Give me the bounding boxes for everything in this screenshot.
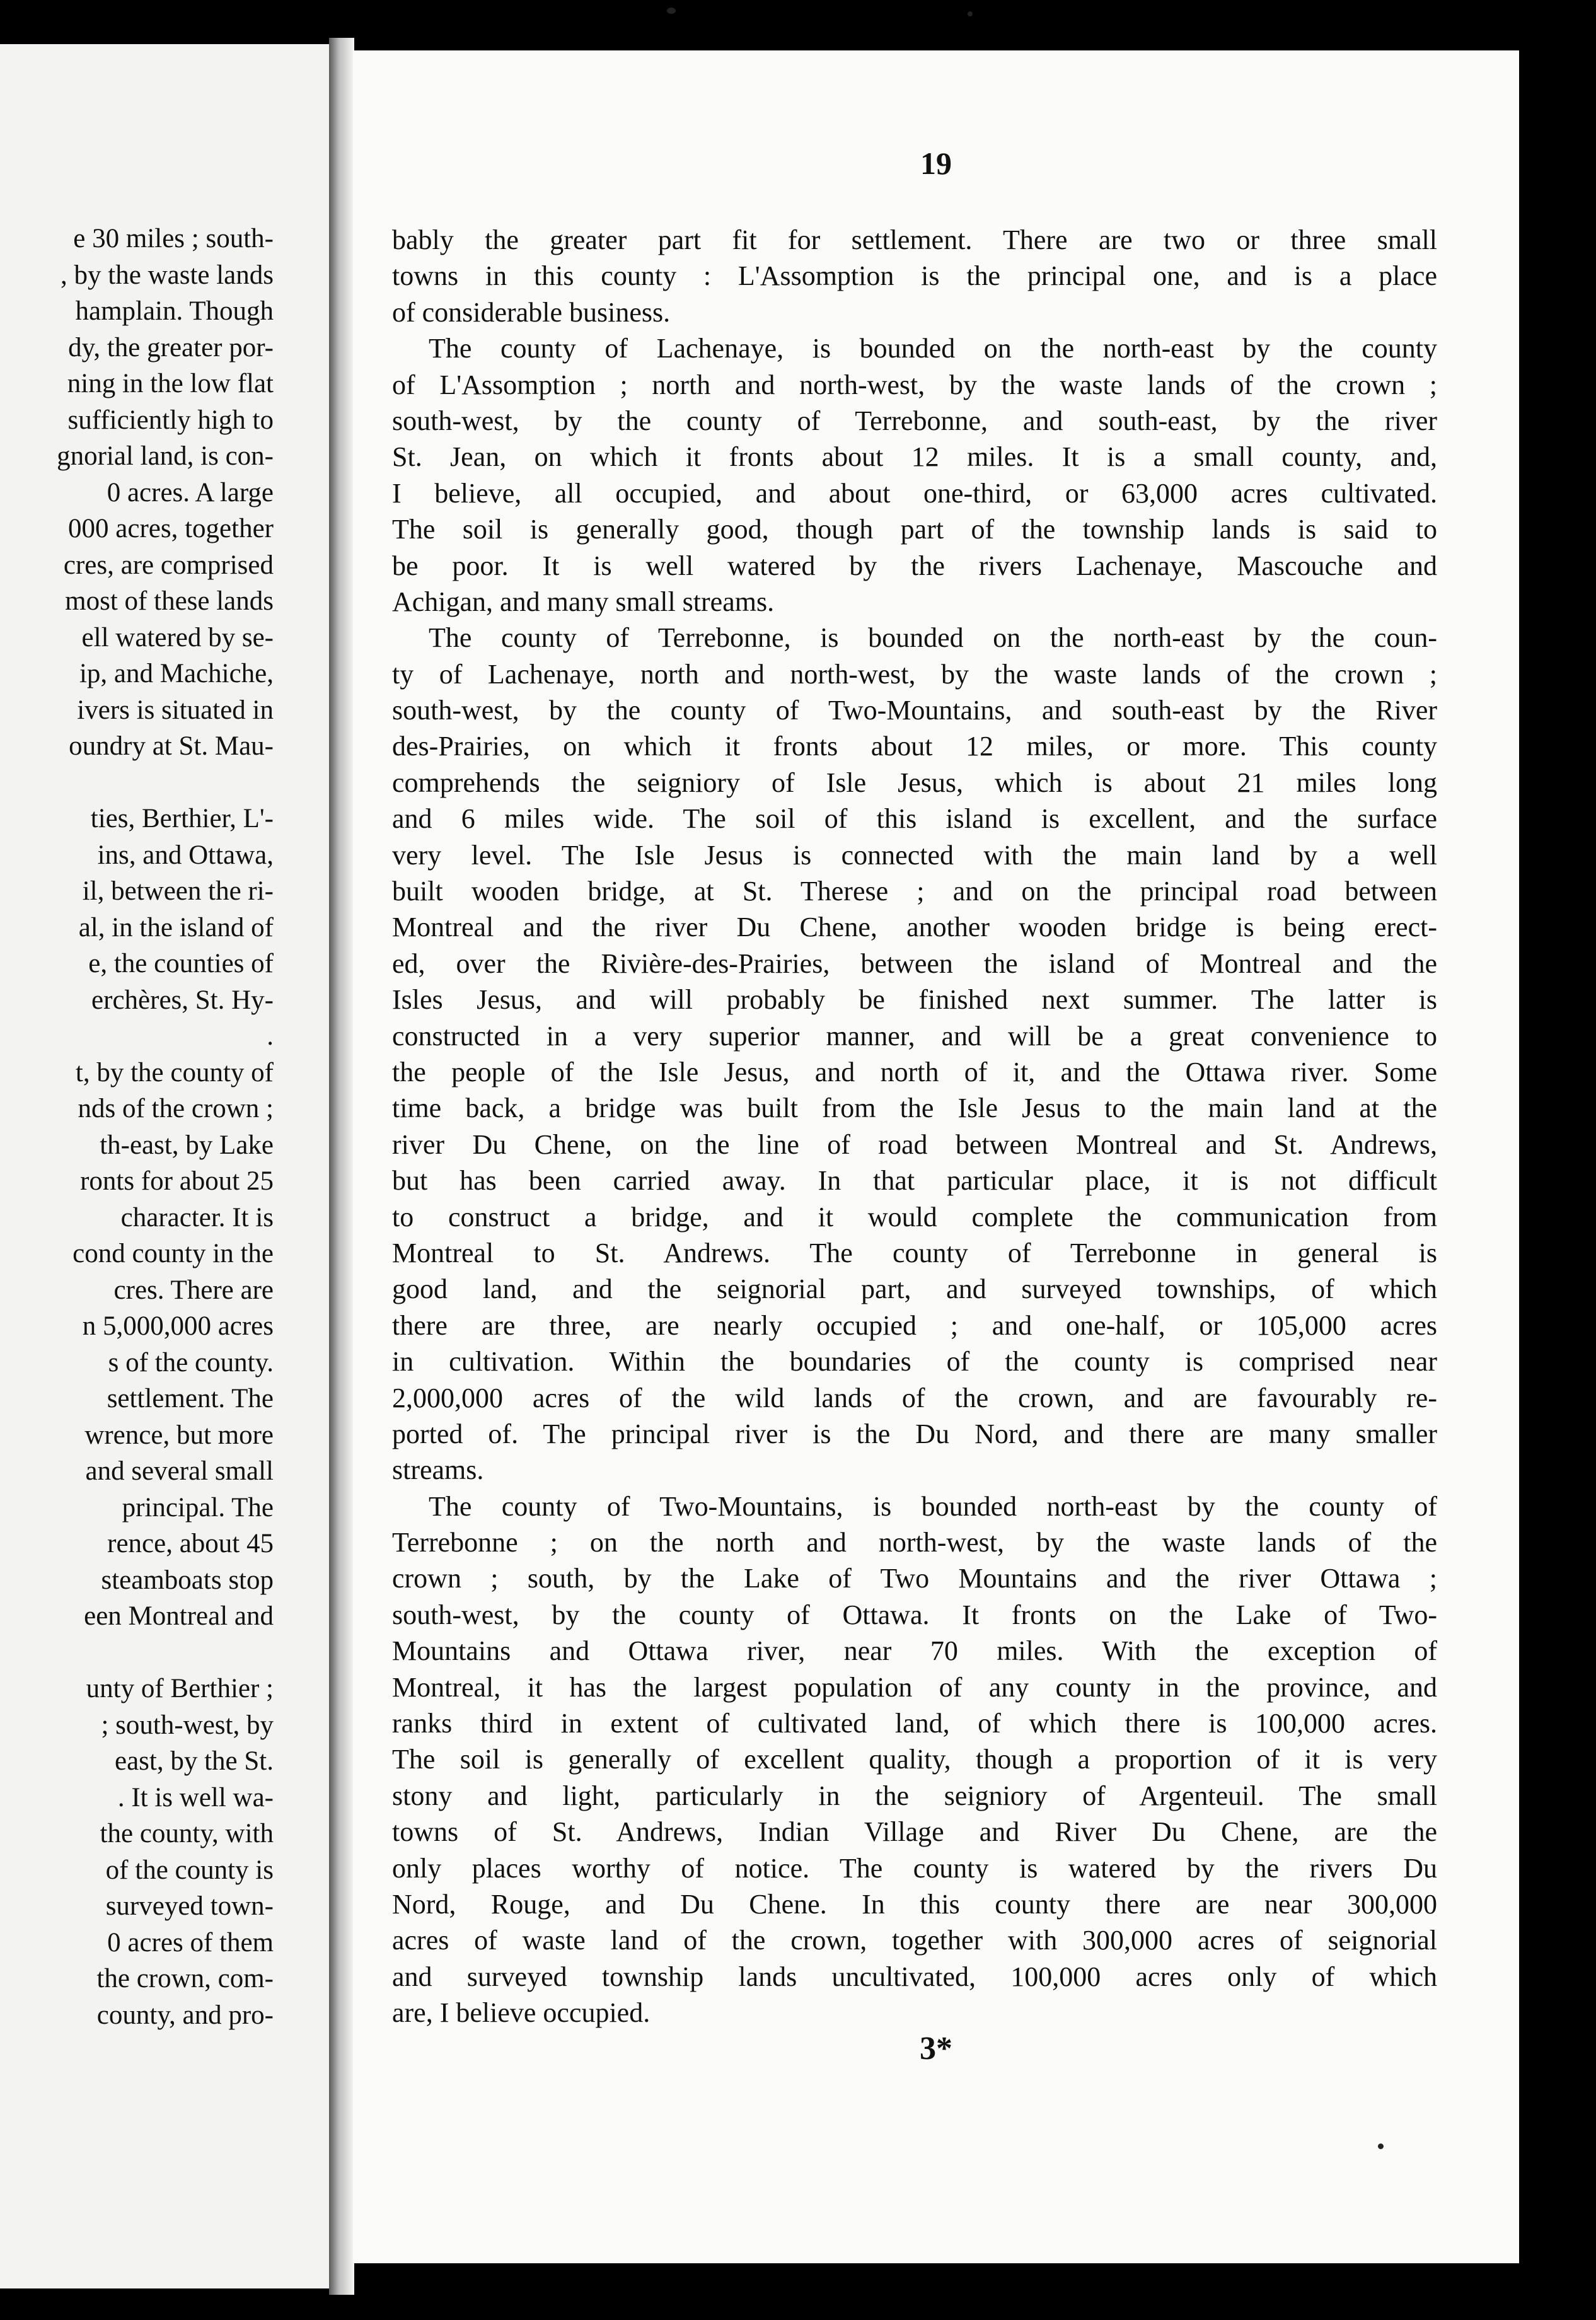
left-text-line: county, and pro- [96, 2000, 274, 2030]
text-line: only places worthy of notice. The county is watered by the rivers Du [392, 1852, 1437, 1884]
text-line: Terrebonne ; on the north and north-west, by the waste lands of the [392, 1527, 1437, 1558]
text-line: Montreal to St. Andrews. The county of Terrebonne in general is [392, 1237, 1437, 1268]
left-text-line: e, the counties of [88, 949, 274, 978]
page-number: 19 [920, 146, 952, 181]
text-line: Isles Jesus, and will probably be finished next summer. The latter is [392, 984, 1437, 1016]
text-line: in cultivation. Within the boundaries of the county is comprised near [392, 1346, 1437, 1378]
left-text-line: nds of the crown ; [78, 1094, 274, 1123]
text-line: are, I believe occupied. [392, 1997, 651, 2029]
text-line: St. Jean, on which it fronts about 12 miles. It is a small county, and, [392, 441, 1437, 473]
text-line: ty of Lachenaye, north and north-west, by the waste lands of the crown ; [392, 658, 1437, 690]
text-line: The county of Terrebonne, is bounded on the north-east by the coun- [429, 622, 1437, 654]
text-line: ed, over the Rivière-des-Prairies, between the island of Montreal and the [392, 948, 1437, 979]
text-line: river Du Chene, on the line of road between Montreal and St. Andrews, [392, 1128, 1437, 1160]
text-line: the people of the Isle Jesus, and north of it, and the Ottawa river. Some [392, 1056, 1437, 1088]
scan-speck [968, 11, 973, 16]
left-text-line: ning in the low flat [67, 369, 274, 398]
left-text-line: and several small [85, 1456, 274, 1486]
left-text-line: il, between the ri- [82, 876, 274, 906]
left-text-line: most of these lands [65, 586, 274, 616]
left-text-line: n 5,000,000 acres [82, 1311, 274, 1341]
left-text-line: wrence, but more [84, 1420, 274, 1450]
right-page [353, 50, 1519, 2263]
left-text-line: ins, and Ottawa, [97, 840, 274, 870]
left-text-line: 0 acres of them [107, 1927, 274, 1958]
text-line: south-west, by the county of Terrebonne, and south-east, by the river [392, 405, 1437, 436]
left-text-line: een Montreal and [84, 1601, 274, 1631]
left-text-line: of the county is [105, 1855, 274, 1885]
text-line: Nord, Rouge, and Du Chene. In this county there are near 300,000 [392, 1888, 1437, 1920]
text-line: be poor. It is well watered by the rivers Lachenaye, Mascouche and [392, 550, 1437, 581]
left-text-line: cond county in the [72, 1239, 274, 1268]
left-text-line: east, by the St. [115, 1746, 274, 1776]
signature-mark: 3* [920, 2031, 952, 2067]
left-text-line: sufficiently high to [67, 405, 274, 435]
left-text-line: rence, about 45 [107, 1529, 274, 1558]
text-line: and 6 miles wide. The soil of this island is excellent, and the surface [392, 803, 1437, 835]
left-text-line: oundry at St. Mau- [69, 731, 274, 761]
left-text-line [0, 1635, 274, 1671]
left-text-line: , by the waste lands [61, 260, 274, 290]
text-line: crown ; south, by the Lake of Two Mountains and the river Ottawa ; [392, 1563, 1437, 1594]
text-line: Montreal and the river Du Chene, another wooden bridge is being erect- [392, 912, 1437, 943]
left-text-line: cres. There are [113, 1275, 274, 1305]
left-text-line: cres, are comprised [63, 550, 274, 580]
text-line: south-west, by the county of Ottawa. It fronts on the Lake of Two- [392, 1599, 1437, 1630]
left-text-line: ivers is situated in [77, 695, 274, 725]
text-line: The county of Two-Mountains, is bounded north-east by the county of [429, 1490, 1437, 1522]
left-text-line: t, by the county of [75, 1057, 274, 1088]
text-line: stony and light, particularly in the seigniory of Argenteuil. The small [392, 1780, 1437, 1811]
book-gutter [329, 38, 354, 2295]
text-line: built wooden bridge, at St. Therese ; and on the principal road between [392, 876, 1437, 907]
text-line: Mountains and Ottawa river, near 70 miles. With the exception of [392, 1635, 1437, 1667]
text-line: ported of. The principal river is the Du Nord, and there are many smaller [392, 1418, 1437, 1449]
scan-speck [667, 8, 676, 14]
left-text-line: principal. The [122, 1492, 274, 1522]
text-line: towns in this county : L'Assomption is the principal one, and is a place [392, 260, 1437, 292]
left-text-line: the crown, com- [96, 1964, 274, 1993]
left-text-line: hamplain. Though [75, 296, 274, 326]
left-text-line: th-east, by Lake [100, 1130, 274, 1160]
left-text-line: ell watered by se- [81, 622, 274, 652]
left-text-line: 0 acres. A large [107, 477, 274, 508]
left-text-line: unty of Berthier ; [86, 1674, 274, 1703]
left-text-line: s of the county. [108, 1347, 274, 1378]
text-line: of L'Assomption ; north and north-west, by the waste lands of the crown ; [392, 369, 1437, 400]
scan-speck [1378, 2143, 1384, 2149]
text-line: south-west, by the county of Two-Mountains, and south-east by the River [392, 695, 1437, 726]
text-line: constructed in a very superior manner, and will be a great convenience to [392, 1020, 1437, 1052]
left-text-line: the county, with [100, 1819, 274, 1848]
left-page [0, 44, 329, 2288]
left-text-line: character. It is [120, 1202, 274, 1232]
text-line: The soil is generally of excellent quality, though a proportion of it is very [392, 1744, 1437, 1775]
body-text [392, 222, 1437, 2031]
text-line: bably the greater part fit for settlement. There are two or three small [392, 224, 1437, 255]
text-line: acres of waste land of the crown, together with 300,000 acres of seignorial [392, 1925, 1437, 1956]
text-line: to construct a bridge, and it would complete the communication from [392, 1201, 1437, 1232]
text-line: good land, and the seignorial part, and surveyed townships, of which [392, 1273, 1437, 1305]
left-text-line: . [267, 1021, 274, 1051]
left-text-line: surveyed town- [105, 1891, 274, 1921]
text-line: and surveyed township lands uncultivated, 100,000 acres only of which [392, 1961, 1437, 1992]
text-line: The county of Lachenaye, is bounded on the north-east by the county [429, 333, 1437, 364]
text-line: comprehends the seigniory of Isle Jesus, which is about 21 miles long [392, 767, 1437, 798]
text-line: des-Prairies, on which it fronts about 12 miles, or more. This county [392, 731, 1437, 762]
left-text-line: 000 acres, together [68, 514, 274, 543]
left-text-line: erchères, St. Hy- [91, 985, 274, 1015]
text-line: of considerable business. [392, 296, 671, 328]
text-line: very level. The Isle Jesus is connected with the main land by a well [392, 839, 1437, 871]
text-line: towns of St. Andrews, Indian Village and River Du Chene, are the [392, 1816, 1437, 1848]
left-text-line: . It is well wa- [117, 1782, 274, 1812]
left-text-line: steamboats stop [101, 1565, 274, 1595]
text-line: streams. [392, 1454, 484, 1486]
left-text-line: ronts for about 25 [80, 1166, 274, 1196]
left-text-line: ip, and Machiche, [79, 659, 274, 688]
text-line: 2,000,000 acres of the wild lands of the crown, and are favourably re- [392, 1382, 1437, 1413]
left-text-line: dy, the greater por- [68, 332, 274, 362]
left-text-line: e 30 miles ; south- [73, 224, 274, 253]
left-text-line: ties, Berthier, L'- [90, 804, 274, 833]
left-text-line: ; south-west, by [101, 1710, 274, 1740]
text-line: time back, a bridge was built from the Isle Jesus to the main land at the [392, 1093, 1437, 1124]
text-line: but has been carried away. In that particular place, it is not difficult [392, 1165, 1437, 1197]
text-line: I believe, all occupied, and about one-third, or 63,000 acres cultivated. [392, 477, 1437, 509]
text-line: The soil is generally good, though part of the township lands is said to [392, 514, 1437, 545]
left-text-line: gnorial land, is con- [57, 441, 274, 471]
text-line: there are three, are nearly occupied ; and one-half, or 105,000 acres [392, 1309, 1437, 1341]
text-line: ranks third in extent of cultivated land, of which there is 100,000 acres. [392, 1708, 1437, 1739]
text-line: Achigan, and many small streams. [392, 586, 775, 617]
left-page-text [0, 221, 274, 2033]
left-text-line [0, 765, 274, 801]
left-text-line: al, in the island of [78, 912, 274, 942]
text-line: Montreal, it has the largest population of any county in the province, and [392, 1671, 1437, 1703]
left-text-line: settlement. The [107, 1384, 274, 1413]
